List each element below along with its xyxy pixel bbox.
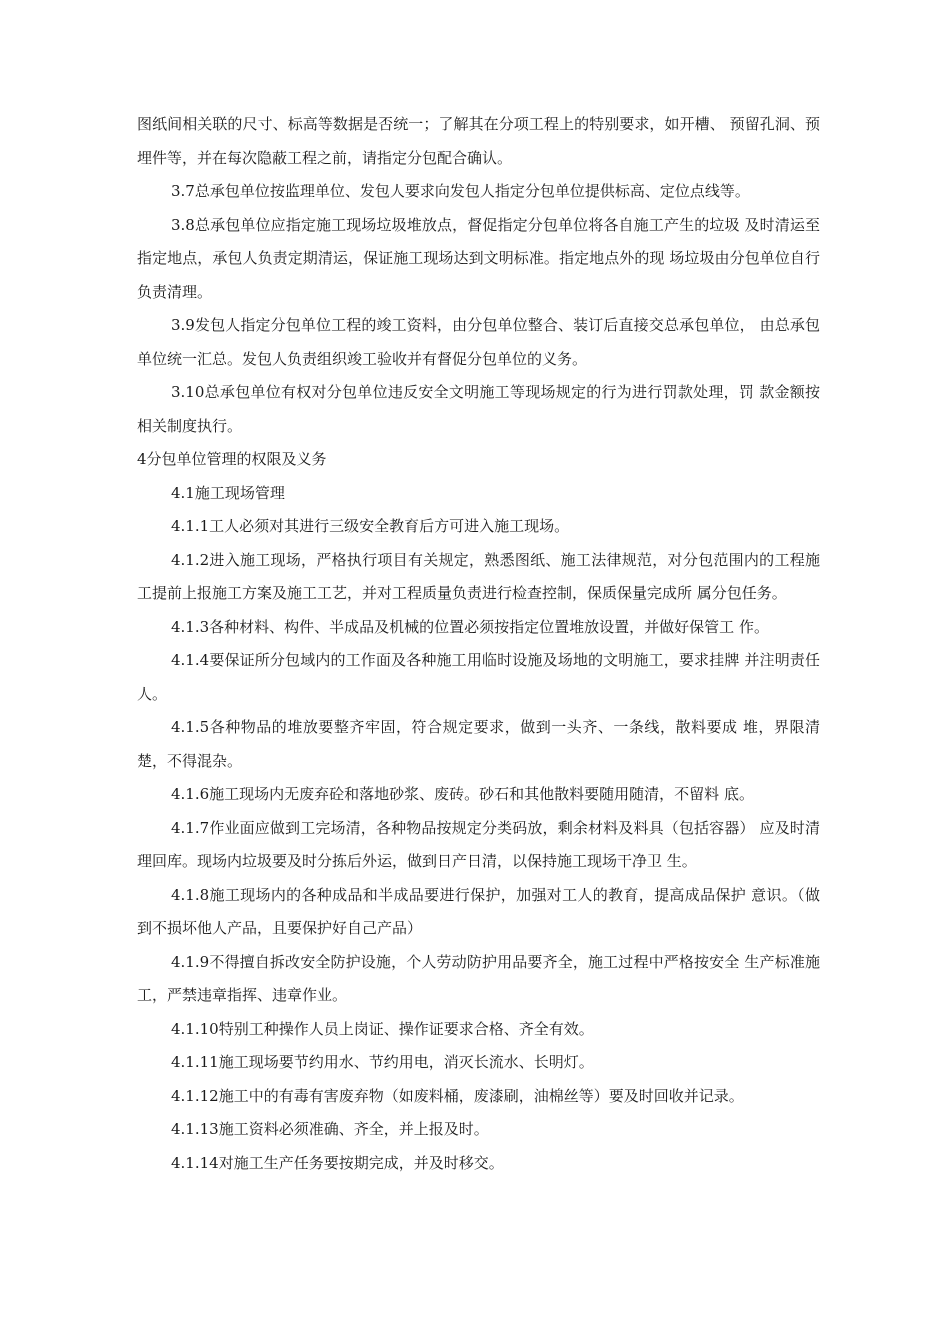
paragraph-4-1-11: 4.1.11施工现场要节约用水、节约用电，消灭长流水、长明灯。 — [171, 1053, 594, 1071]
paragraph-3-9: 3.9发包人指定分包单位工程的竣工资料，由分包单位整合、装订后直接交总承包单位， 由总承包单位统一汇总。发包人负责组织竣工验收并有督促分包单位的义务。 — [137, 316, 820, 368]
paragraph-4-1-3: 4.1.3各种材料、构件、半成品及机械的位置必须按指定位置堆放设置，并做好保管工 作。 — [171, 617, 769, 636]
paragraph-3-8: 3.8总承包单位应指定施工现场垃圾堆放点，督促指定分包单位将各自施工产生的垃圾 及时清运至指定地点，承包人负责定期清运，保证施工现场达到文明标准。指定地点外的现 场垃圾由分包单位自行负责清理。 — [137, 215, 820, 301]
paragraph-continuation: 图纸间相关联的尺寸、标高等数据是否统一；了解其在分项工程上的特别要求，如开槽、 预留孔洞、预埋件等，并在每次隐蔽工程之前，请指定分包配合确认。 — [137, 115, 820, 167]
section-heading-4: 4分包单位管理的权限及义务 — [137, 450, 327, 468]
paragraph-4-1-13: 4.1.13施工资料必须准确、齐全，并上报及时。 — [171, 1120, 489, 1138]
paragraph-4-1-7: 4.1.7作业面应做到工完场清，各种物品按规定分类码放，剩余材料及料具（包括容器） 应及时清理回库。现场内垃圾要及时分拣后外运，做到日产日清，以保持施工现场干净卫 生。 — [137, 818, 820, 870]
subsection-heading-4-1: 4.1施工现场管理 — [171, 483, 285, 502]
paragraph-4-1-2: 4.1.2进入施工现场，严格执行项目有关规定，熟悉图纸、施工法律规范，对分包范围内的工程施工提前上报施工方案及施工工艺，并对工程质量负责进行检查控制，保质保量完成所 属分包任务。 — [137, 550, 820, 602]
paragraph-4-1-6: 4.1.6施工现场内无废弃砼和落地砂浆、废砖。砂石和其他散料要随用随清，不留料 底。 — [171, 785, 754, 803]
paragraph-4-1-5: 4.1.5各种物品的堆放要整齐牢固，符合规定要求，做到一头齐、一条线，散料要成 堆，界限清楚，不得混杂。 — [137, 718, 820, 770]
paragraph-4-1-9: 4.1.9不得擅自拆改安全防护设施，个人劳动防护用品要齐全，施工过程中严格按安全 生产标准施工，严禁违章指挥、违章作业。 — [137, 952, 820, 1004]
paragraph-4-1-8: 4.1.8施工现场内的各种成品和半成品要进行保护，加强对工人的教育，提高成品保护 意识。（做到不损坏他人产品，且要保护好自己产品） — [137, 885, 820, 937]
paragraph-4-1-1: 4.1.1工人必须对其进行三级安全教育后方可进入施工现场。 — [171, 517, 570, 535]
paragraph-4-1-14: 4.1.14对施工生产任务要按期完成，并及时移交。 — [171, 1153, 504, 1172]
paragraph-4-1-4: 4.1.4要保证所分包域内的工作面及各种施工用临时设施及场地的文明施工，要求挂牌 并注明责任人。 — [137, 651, 820, 703]
document-page — [137, 108, 820, 1180]
paragraph-3-10: 3.10总承包单位有权对分包单位违反安全文明施工等现场规定的行为进行罚款处理，罚 款金额按相关制度执行。 — [137, 383, 820, 435]
paragraph-4-1-12: 4.1.12施工中的有毒有害废弃物（如废料桶，废漆刷，油棉丝等）要及时回收并记录。 — [171, 1086, 744, 1105]
paragraph-3-7: 3.7总承包单位按监理单位、发包人要求向发包人指定分包单位提供标高、定位点线等。 — [171, 182, 750, 200]
paragraph-4-1-10: 4.1.10特别工种操作人员上岗证、操作证要求合格、齐全有效。 — [171, 1019, 594, 1038]
